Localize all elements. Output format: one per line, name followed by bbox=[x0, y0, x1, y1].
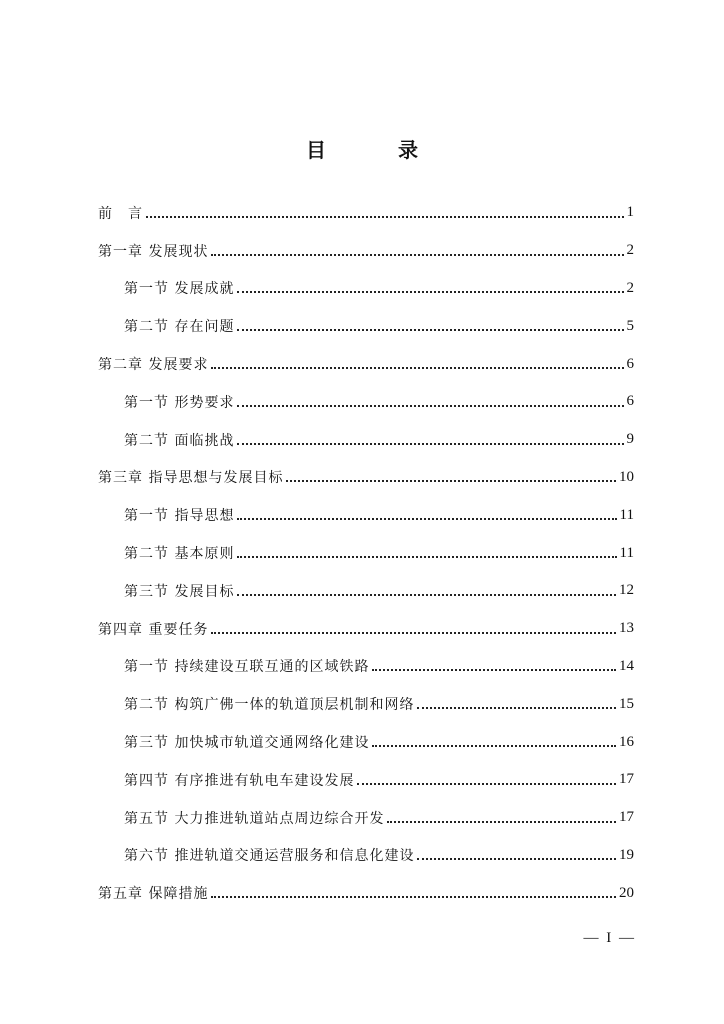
toc-chapter-entry[interactable] bbox=[98, 232, 634, 270]
toc-entry-label: 第三节 加快城市轨道交通网络化建设 bbox=[124, 735, 370, 752]
toc-entry-label: 第三节 发展目标 bbox=[124, 583, 235, 600]
toc-leader-dots bbox=[237, 518, 616, 520]
toc-entry-page: 17 bbox=[619, 809, 634, 826]
toc-leader-dots bbox=[237, 405, 623, 407]
toc-entry-label: 第六节 推进轨道交通运营服务和信息化建设 bbox=[124, 848, 415, 865]
toc-entry-label: 第四节 有序推进有轨电车建设发展 bbox=[124, 772, 355, 789]
toc-entry-page: 11 bbox=[619, 506, 634, 523]
toc-leader-dots bbox=[417, 858, 616, 860]
toc-leader-dots bbox=[286, 480, 616, 482]
toc-entry-label: 第二节 基本原则 bbox=[124, 546, 235, 563]
toc-entry-page: 9 bbox=[626, 431, 634, 448]
toc-entry-page: 17 bbox=[619, 771, 634, 788]
toc-leader-dots bbox=[417, 707, 616, 709]
toc-leader-dots bbox=[387, 821, 616, 823]
toc-section-entry[interactable] bbox=[98, 421, 634, 459]
toc-entry-label: 第五节 大力推进轨道站点周边综合开发 bbox=[124, 810, 385, 827]
toc-entry-label: 第四章 重要任务 bbox=[98, 621, 209, 638]
toc-entry-page: 13 bbox=[619, 620, 634, 637]
toc-chapter-entry[interactable] bbox=[98, 459, 634, 497]
toc-entry-page: 11 bbox=[619, 544, 634, 561]
toc-entry-label: 第二节 存在问题 bbox=[124, 319, 235, 336]
toc-leader-dots bbox=[237, 329, 623, 331]
page-number: — I — bbox=[583, 930, 636, 946]
toc-entry-page: 12 bbox=[619, 582, 634, 599]
toc-entry-page: 2 bbox=[626, 242, 634, 259]
toc-entry-page: 2 bbox=[626, 279, 634, 296]
page-title: 目 录 bbox=[306, 138, 444, 162]
toc-entry-label: 第三章 指导思想与发展目标 bbox=[98, 470, 284, 487]
toc-entry-label: 第一节 指导思想 bbox=[124, 508, 235, 525]
toc-leader-dots bbox=[211, 254, 623, 256]
toc-entry-label: 第一节 持续建设互联互通的区域铁路 bbox=[124, 659, 370, 676]
toc-section-entry[interactable] bbox=[98, 496, 634, 534]
toc-section-entry[interactable] bbox=[98, 383, 634, 421]
toc-entry-page: 6 bbox=[626, 393, 634, 410]
toc-section-entry[interactable] bbox=[98, 685, 634, 723]
toc-entry-page: 20 bbox=[619, 884, 634, 901]
toc-entry-page: 19 bbox=[619, 846, 634, 863]
toc-chapter-entry[interactable] bbox=[98, 345, 634, 383]
toc-entry-label: 第一节 形势要求 bbox=[124, 394, 235, 411]
toc-entry-page: 14 bbox=[619, 657, 634, 674]
toc-entry-label: 前 言 bbox=[98, 205, 143, 222]
toc-entry-page: 1 bbox=[626, 204, 634, 221]
toc-section-entry[interactable] bbox=[98, 307, 634, 345]
toc-entry-label: 第二节 面临挑战 bbox=[124, 432, 235, 449]
toc-leader-dots bbox=[237, 594, 616, 596]
toc-leader-dots bbox=[237, 556, 616, 558]
table-of-contents bbox=[98, 194, 634, 912]
toc-leader-dots bbox=[211, 896, 616, 898]
toc-leader-dots bbox=[211, 367, 623, 369]
toc-entry-page: 5 bbox=[626, 317, 634, 334]
toc-entry-page: 6 bbox=[626, 355, 634, 372]
toc-section-entry[interactable] bbox=[98, 761, 634, 799]
toc-section-entry[interactable] bbox=[98, 837, 634, 875]
toc-entry-label: 第五章 保障措施 bbox=[98, 886, 209, 903]
toc-leader-dots bbox=[372, 669, 616, 671]
toc-section-entry[interactable] bbox=[98, 723, 634, 761]
toc-leader-dots bbox=[357, 783, 616, 785]
toc-leader-dots bbox=[237, 291, 623, 293]
toc-entry-label: 第二节 构筑广佛一体的轨道顶层机制和网络 bbox=[124, 697, 415, 714]
toc-leader-dots bbox=[211, 632, 616, 634]
toc-section-entry[interactable] bbox=[98, 799, 634, 837]
toc-section-entry[interactable] bbox=[98, 648, 634, 686]
toc-entry-page: 15 bbox=[619, 695, 634, 712]
toc-entry-label: 第二章 发展要求 bbox=[98, 357, 209, 374]
toc-leader-dots bbox=[237, 443, 623, 445]
toc-entry-label: 第一节 发展成就 bbox=[124, 281, 235, 298]
toc-chapter-entry[interactable] bbox=[98, 194, 634, 232]
toc-section-entry[interactable] bbox=[98, 572, 634, 610]
toc-entry-page: 10 bbox=[619, 468, 634, 485]
toc-leader-dots bbox=[146, 216, 624, 218]
toc-entry-page: 16 bbox=[619, 733, 634, 750]
toc-chapter-entry[interactable] bbox=[98, 874, 634, 912]
toc-chapter-entry[interactable] bbox=[98, 610, 634, 648]
toc-section-entry[interactable] bbox=[98, 270, 634, 308]
toc-section-entry[interactable] bbox=[98, 534, 634, 572]
toc-entry-label: 第一章 发展现状 bbox=[98, 243, 209, 260]
toc-leader-dots bbox=[372, 745, 616, 747]
